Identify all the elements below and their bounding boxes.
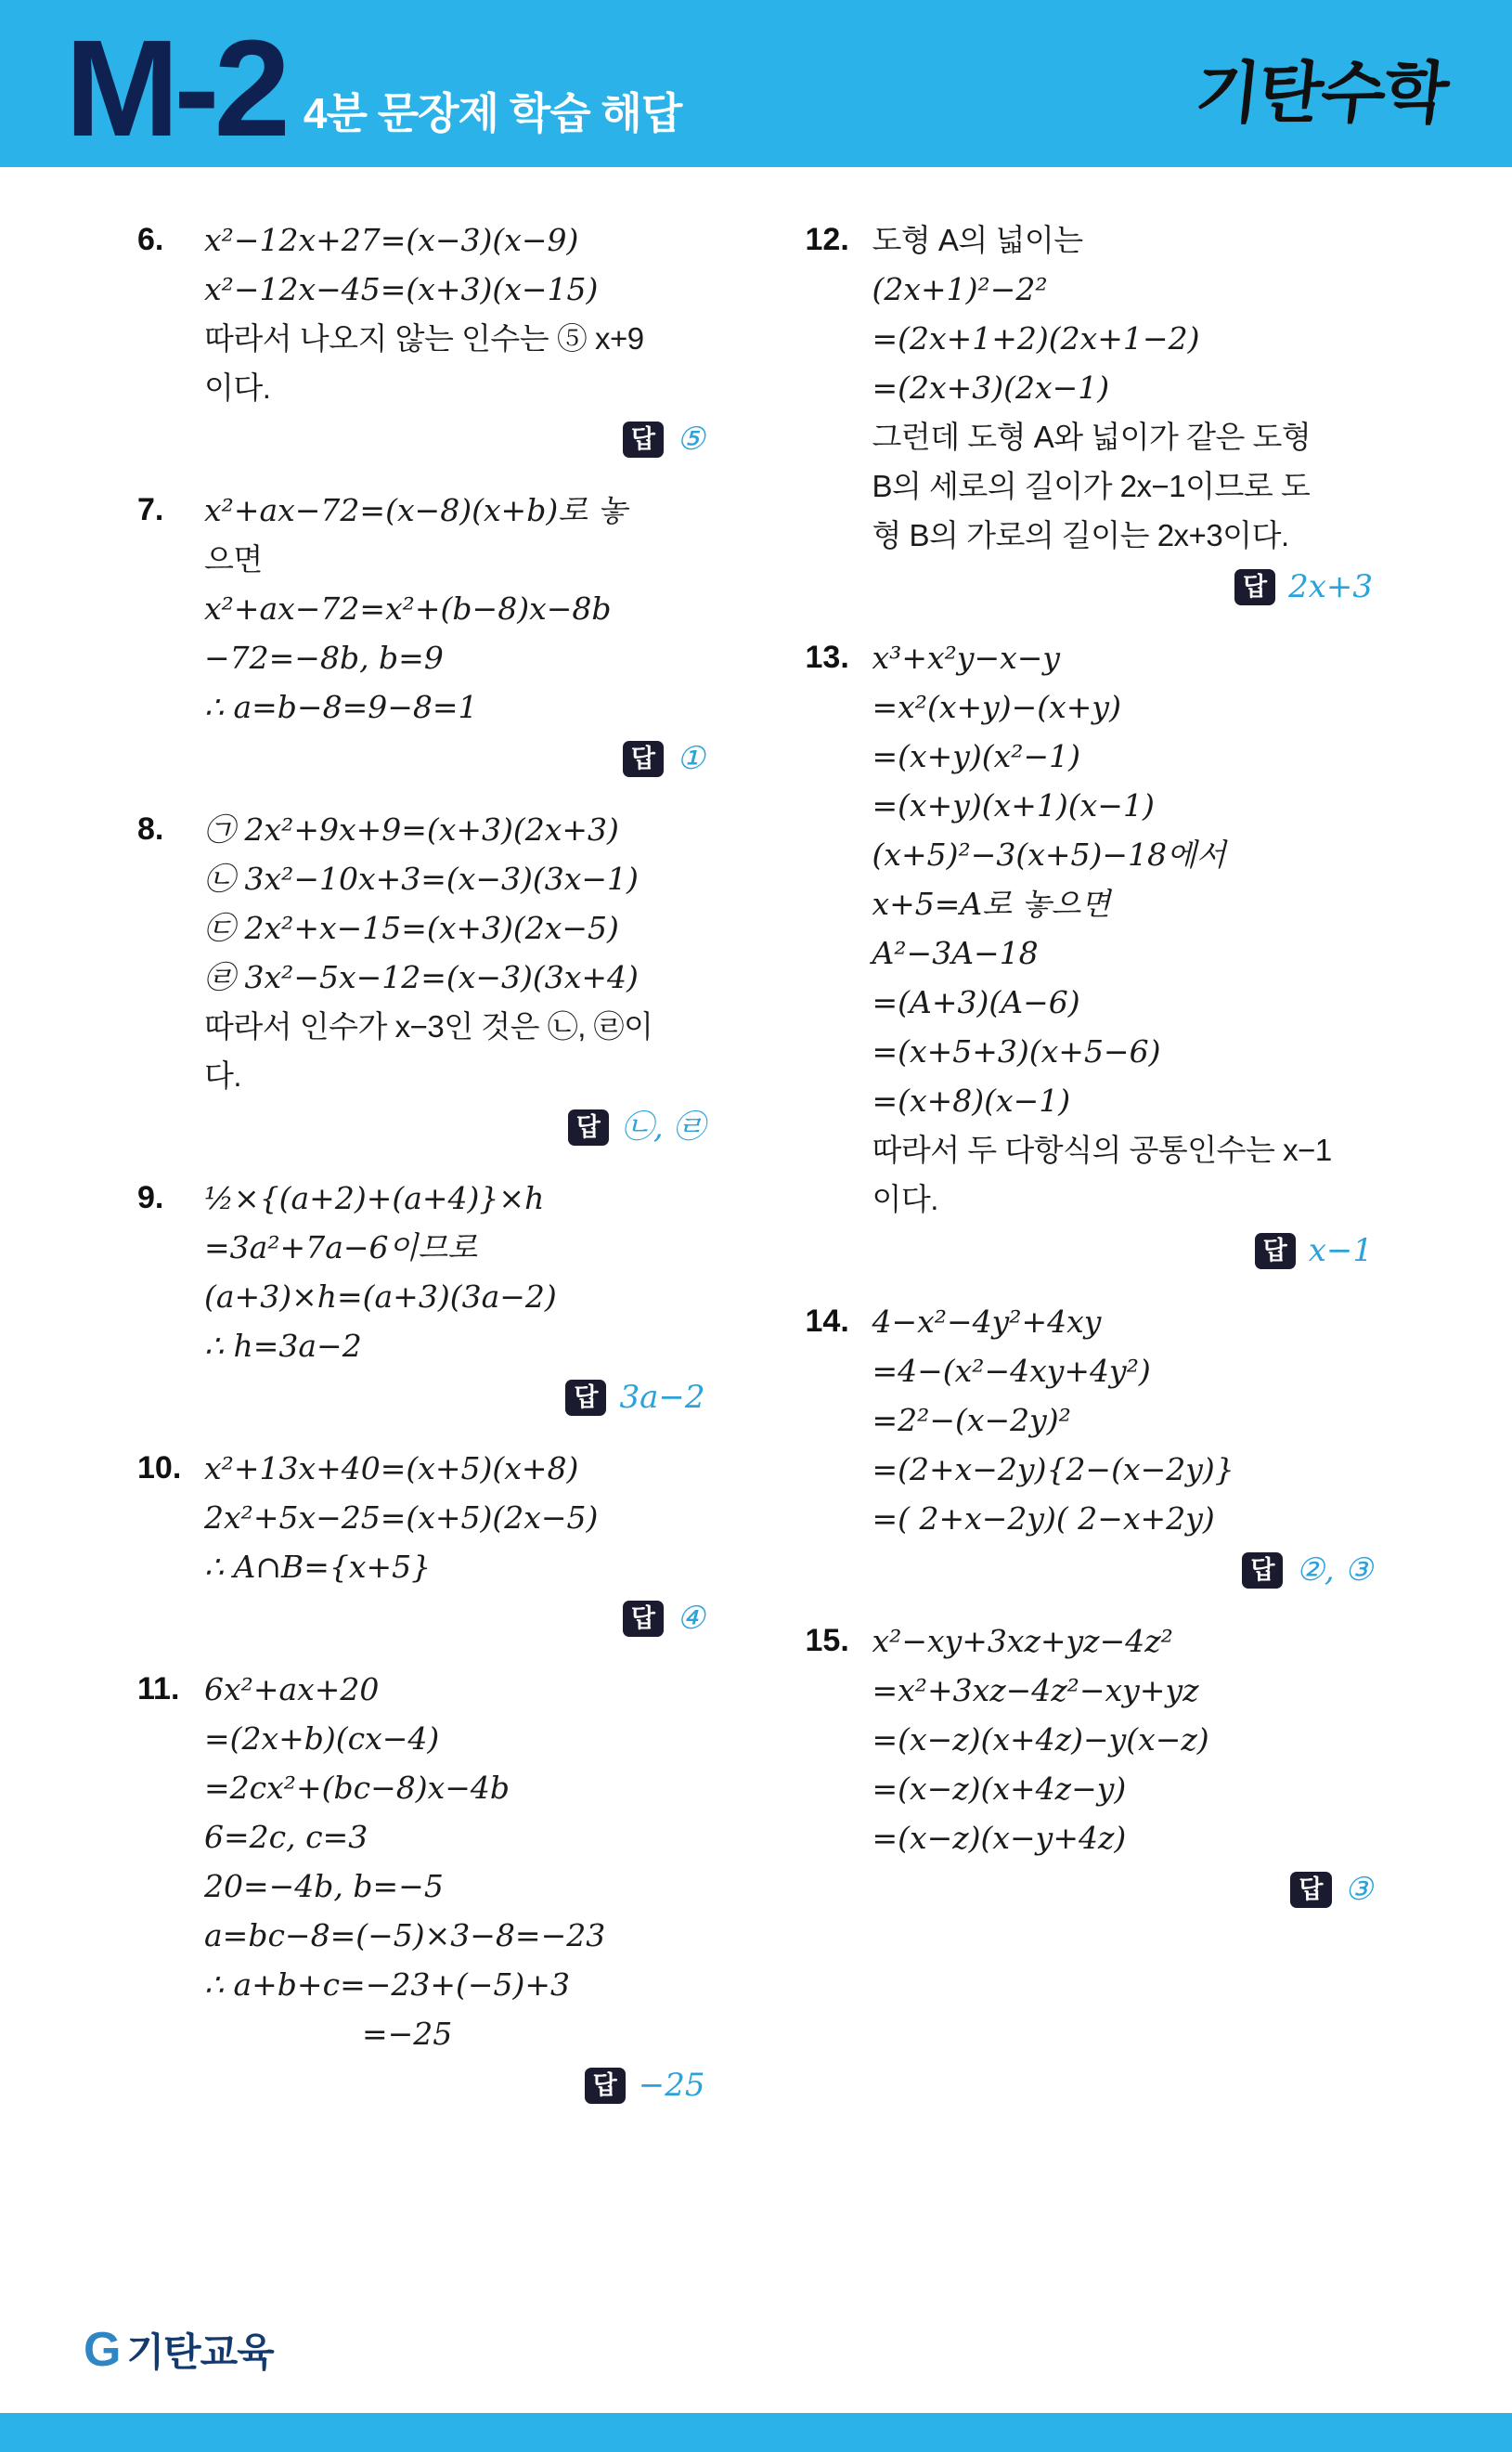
publisher-g-icon: G [84, 2323, 122, 2377]
problem-body [204, 1174, 748, 1420]
solution-line: 4−x²−4y²+4xy [872, 1304, 1102, 1340]
answer-badge: 답 [623, 1601, 664, 1637]
solution-line: 다. [204, 1058, 242, 1093]
answer-badge: 답 [568, 1109, 609, 1146]
problem-number: 10. [137, 1450, 182, 1485]
solution-line: x+5=A로 놓으면 [872, 886, 1111, 922]
solution-line: 2x²+5x−25=(x+5)(2x−5) [204, 1499, 599, 1536]
answer-row [204, 1601, 705, 1637]
solution-line: 형 B의 가로의 길이는 2x+3이다. [872, 518, 1289, 552]
solution-line: ∴ a+b+c=−23+(−5)+3 [204, 1966, 571, 2003]
problem [137, 215, 748, 461]
solution-line: ∴ h=3a−2 [204, 1328, 362, 1364]
solution-line: =(x−z)(x−y+4z) [872, 1820, 1127, 1856]
column [806, 215, 1416, 1936]
problem [137, 805, 748, 1149]
problem-number: 8. [137, 811, 164, 847]
solution-line: 20=−4b, b=−5 [204, 1868, 444, 1904]
answer-row [204, 1109, 705, 1146]
solution-line: =(x+y)(x²−1) [872, 738, 1081, 774]
answer-row [872, 1233, 1374, 1269]
solution-line: 그런데 도형 A와 넓이가 같은 도형 [872, 420, 1312, 454]
solution-line: x²−xy+3xz+yz−4z² [872, 1623, 1173, 1659]
problem [137, 1665, 748, 2108]
problem-number: 14. [805, 1304, 849, 1339]
footer-band [0, 2413, 1512, 2452]
solution-line: =x²+3xz−4z²−xy+yz [872, 1672, 1199, 1708]
problem-number: 7. [137, 492, 164, 527]
answer-row [872, 1872, 1374, 1908]
answer-badge: 답 [1290, 1872, 1331, 1908]
problem-body [204, 1665, 748, 2108]
solution-line: x²+13x+40=(x+5)(x+8) [204, 1450, 579, 1486]
solution-line: (a+3)×h=(a+3)(3a−2) [204, 1278, 557, 1315]
problem-number: 15. [805, 1623, 849, 1658]
solution-line: ∴ A∩B={x+5} [204, 1549, 432, 1585]
answer-row [204, 1380, 705, 1416]
solution-line: A²−3A−18 [872, 935, 1039, 971]
solution-line: =(2x+1+2)(2x+1−2) [872, 320, 1200, 357]
answer-value: 3a−2 [619, 1378, 705, 1416]
solution-line: ㉠ 2x²+9x+9=(x+3)(2x+3) [204, 811, 619, 848]
solution-line: x²−12x+27=(x−3)(x−9) [204, 222, 579, 258]
solution-line: =−25 [362, 2016, 453, 2052]
answer-badge: 답 [565, 1380, 606, 1416]
problem [137, 1444, 748, 1641]
page-title: 4분 문장제 학습 해답 [303, 89, 682, 137]
solution-line: =2cx²+(bc−8)x−4b [204, 1770, 510, 1806]
column [137, 215, 748, 2132]
solution-line: =x²(x+y)−(x+y) [872, 689, 1121, 725]
publisher-name: 기탄교육 [126, 2330, 274, 2374]
solution-line: −72=−8b, b=9 [204, 640, 444, 676]
problem [806, 215, 1416, 609]
solution-line: B의 세로의 길이가 2x−1이므로 도 [872, 469, 1311, 503]
solution-line: ㉣ 3x²−5x−12=(x−3)(3x+4) [204, 959, 639, 995]
solution-line: 이다. [872, 1182, 938, 1216]
problem [806, 633, 1416, 1273]
problem-body [872, 1616, 1416, 1912]
answer-badge: 답 [1234, 569, 1275, 605]
solution-line: x²+ax−72=(x−8)(x+b)로 놓 [204, 492, 627, 528]
solution-line: 6x²+ax+20 [204, 1671, 380, 1707]
problem-body [204, 805, 748, 1149]
solution-line: (2x+1)²−2² [872, 271, 1048, 307]
solution-line: =(2x+3)(2x−1) [872, 370, 1110, 406]
solution-line: =(x+8)(x−1) [872, 1083, 1071, 1119]
problem-number: 11. [137, 1671, 180, 1706]
answer-value: ① [677, 739, 705, 777]
answer-badge: 답 [1255, 1233, 1296, 1269]
header-band [0, 0, 1512, 167]
answer-value: x−1 [1308, 1231, 1373, 1269]
answer-badge: 답 [623, 422, 664, 458]
problem-body [872, 215, 1416, 609]
solution-line: 6=2c, c=3 [204, 1819, 368, 1855]
answer-value: ③ [1344, 1870, 1373, 1908]
answer-row [204, 2068, 705, 2104]
solution-line: 따라서 두 다항식의 공통인수는 x−1 [872, 1133, 1332, 1167]
solution-line: x²−12x−45=(x+3)(x−15) [204, 271, 599, 307]
solution-line: x²+ax−72=x²+(b−8)x−8b [204, 590, 612, 627]
answer-row [204, 422, 705, 458]
solution-line: 따라서 인수가 x−3인 것은 ㉡, ㉣이 [204, 1009, 653, 1044]
solution-line: =(x−z)(x+4z)−y(x−z) [872, 1721, 1209, 1758]
answer-row [872, 1552, 1374, 1589]
problem-body [204, 215, 748, 461]
solution-line: 따라서 나오지 않는 인수는 ⑤ x+9 [204, 321, 644, 356]
solution-line: =3a²+7a−6이므로 [204, 1229, 478, 1265]
solution-line: ㉡ 3x²−10x+3=(x−3)(3x−1) [204, 861, 639, 897]
problem-body [872, 1297, 1416, 1592]
solution-line: =(A+3)(A−6) [872, 984, 1080, 1020]
answer-value: ⑤ [677, 420, 705, 458]
solution-line: 도형 A의 넓이는 [872, 223, 1083, 257]
answer-badge: 답 [1242, 1552, 1283, 1589]
solution-line: ∴ a=b−8=9−8=1 [204, 689, 478, 725]
solution-line: =4−(x²−4xy+4y²) [872, 1353, 1151, 1389]
brand-logo: 기탄수학 [1191, 57, 1451, 131]
solution-line: (x+5)²−3(x+5)−18에서 [872, 837, 1226, 873]
answer-value: ④ [677, 1599, 705, 1637]
solution-line: x³+x²y−x−y [872, 640, 1061, 676]
publisher-logo [84, 2322, 274, 2378]
solution-line: a=bc−8=(−5)×3−8=−23 [204, 1917, 606, 1953]
solution-line: =(x+5+3)(x+5−6) [872, 1033, 1161, 1070]
problem-number: 9. [137, 1180, 164, 1215]
answer-value: −25 [638, 2066, 705, 2104]
solution-line: =(x+y)(x+1)(x−1) [872, 787, 1155, 824]
problem-body [872, 633, 1416, 1273]
answer-badge: 답 [585, 2068, 626, 2104]
problem-number: 12. [805, 222, 849, 257]
book-code: M-2 [65, 12, 285, 165]
problem-number: 13. [805, 640, 849, 675]
answer-value: 2x+3 [1288, 567, 1373, 605]
solution-line: =(x−z)(x+4z−y) [872, 1771, 1127, 1807]
problem-body [204, 486, 748, 781]
problem [137, 486, 748, 781]
answers-content [137, 215, 1415, 2132]
problem [137, 1174, 748, 1420]
solution-line: =(2+x−2y){2−(x−2y)} [872, 1451, 1234, 1487]
problem-body [204, 1444, 748, 1641]
answer-value: ②, ③ [1296, 1550, 1373, 1589]
answer-badge: 답 [623, 741, 664, 777]
answer-row [204, 741, 705, 777]
solution-line: 으면 [204, 542, 263, 577]
problem-number: 6. [137, 222, 164, 257]
answer-row [872, 569, 1374, 605]
solution-line: ㉢ 2x²+x−15=(x+3)(2x−5) [204, 910, 619, 946]
solution-line: ½×{(a+2)+(a+4)}×h [204, 1180, 545, 1216]
problem [806, 1297, 1416, 1592]
solution-line: =( 2+x−2y)( 2−x+2y) [872, 1500, 1215, 1537]
answer-value: ㉡, ㉣ [621, 1108, 705, 1146]
solution-line: =2²−(x−2y)² [872, 1402, 1071, 1438]
solution-line: =(2x+b)(cx−4) [204, 1720, 440, 1757]
solution-line: 이다. [204, 370, 271, 405]
problem [806, 1616, 1416, 1912]
